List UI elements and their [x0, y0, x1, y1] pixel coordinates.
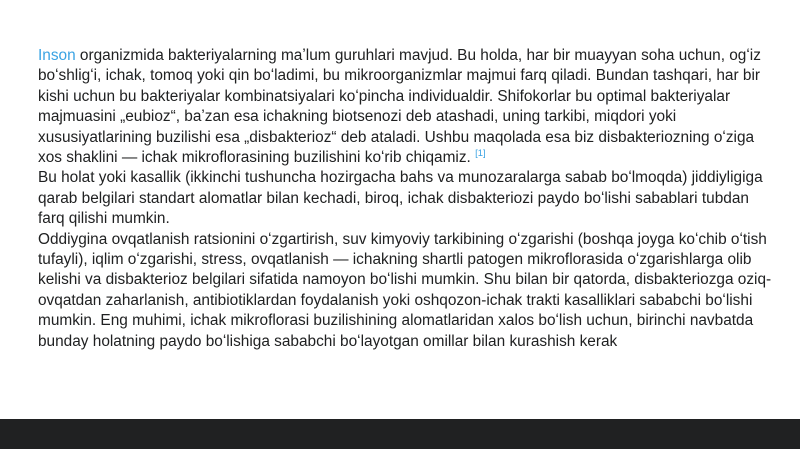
paragraph-3-text: Oddiygina ovqatlanish ratsionini oʻzgartirish, suv kimyoviy tarkibining oʻzgarishi (boshqa joyga koʻchib oʻtish tufayli), iqlim oʻzgarishi, stress, ovqatlanish — ichakning shartli patogen mikroflorasida oʻzgarishlarga olib kelishi va disbakterioz belgilari sifatida namoyon boʻlishi mumkin. Shu bilan bir qatorda, disbakteriozga oziq-ovqatdan zaharlanish, antibiotiklardan foydalanish yoki oshqozon-ichak trakti kasalliklari sababchi boʻlishi mumkin. Eng muhimi, ichak mikroflorasi buzilishining alomatlaridan xalos boʻlish uchun, birinchi navbatda bunday holatning paydo boʻlishiga sababchi boʻlayotgan omillar bilan kurashish kerak [38, 230, 772, 350]
article-paragraph-2 [38, 168, 778, 229]
paragraph-2-text: Bu holat yoki kasallik (ikkinchi tushuncha hozirgacha bahs va munozaralarga sabab boʻlmoqda) jiddiyligiga qarab belgilari standart alomatlar bilan kechadi, biroq, ichak disbakteriozi paydo boʻlishi sabablari tubdan farq qilishi mumkin. [38, 169, 763, 228]
reference-1-link[interactable]: [1] [475, 147, 486, 159]
article-paragraph-3 [38, 230, 778, 352]
inson-link[interactable]: Inson [38, 47, 76, 64]
paragraph-1-text: organizmida bakteriyalarning maʼlum guruhlari mavjud. Bu holda, har bir muayyan soha uchun, ogʻiz boʻshligʻi, ichak, tomoq yoki qin boʻladimi, bu mikroorganizmlar majmui farq qiladi. Bundan tashqari, har bir kishi uchun bu bakteriyalar kombinatsiyalari koʻpincha individualdir. Shifokorlar bu optimal bakteriyalar majmuasini „eubioz“, baʼzan esa ichakning biotsenozi deb atashadi, uning tarkibi, miqdori yoki xususiyatlarining buzilishi esa „disbakterioz“ deb ataladi. Ushbu maqolada esa biz disbakteriozning oʻziga xos shaklini — ichak mikroflorasining buzilishini koʻrib chiqamiz. [38, 47, 761, 167]
bottom-bar [0, 419, 800, 449]
article-paragraph-1 [38, 46, 778, 168]
article-body [38, 46, 778, 352]
